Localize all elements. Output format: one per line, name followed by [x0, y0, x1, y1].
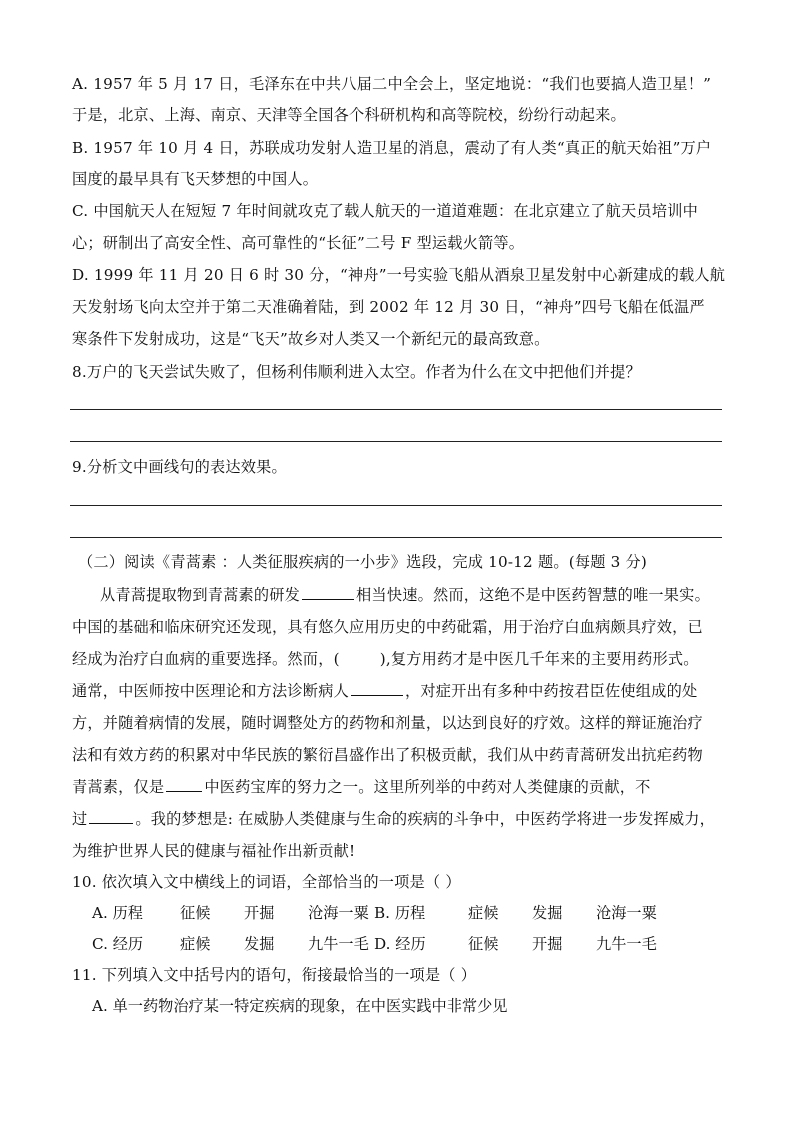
passage-text: 从青蒿提取物到青蒿素的研发 [100, 586, 301, 604]
q7-option-d-line3: 寒条件下发射成功，这是“飞天”故乡对人类又一个新纪元的最高致意。 [72, 330, 550, 348]
passage-text: ),复方用药才是中医几千年来的主要用药形式。 [379, 650, 699, 668]
passage-line-7 [72, 777, 651, 797]
q10-option-a-word4: 沧海一粟 [308, 904, 369, 922]
passage-line-5: 方，并随着病情的发展，随时调整处方的药物和剂量，以达到良好的疗效。这样的辩证施治疗 [72, 714, 703, 732]
q10-option-d-word3: 开掘 [532, 935, 563, 953]
q7-option-c-line1: C. 中国航天人在短短 7 年时间就攻克了载人航天的一道道难题：在北京建立了航天员培训中 [72, 202, 698, 220]
question-8: 8.万户的飞天尝试失败了，但杨利伟顺利进入太空。作者为什么在文中把他们并提？ [72, 363, 641, 381]
q10-option-b[interactable]: B. 历程 [374, 904, 426, 922]
fill-blank-4[interactable] [89, 809, 133, 824]
answer-line-q9-1[interactable] [70, 505, 722, 506]
passage-line-9: 为维护世界人民的健康与福祉作出新贡献! [72, 842, 356, 860]
passage-line-1 [100, 585, 710, 605]
passage-text: 中医药宝库的努力之一。这里所列举的中药对人类健康的贡献，不 [204, 778, 651, 796]
passage-line-6: 法和有效方药的积累对中华民族的繁衍昌盛作出了积极贡献，我们从中药青蒿研发出抗疟药物 [72, 746, 703, 764]
q10-option-c-word3: 发掘 [244, 935, 275, 953]
passage-text: 通常，中医师按中医理论和方法诊断病人 [72, 682, 349, 700]
passage-line-2: 中国的基础和临床研究还发现，具有悠久应用历史的中药砒霜，用于治疗白血病颇具疗效，已 [72, 618, 703, 636]
q10-option-d-word4: 九牛一毛 [596, 935, 657, 953]
question-11: 11. 下列填入文中括号内的语句，衔接最恰当的一项是（ ） [72, 966, 477, 984]
answer-line-q9-2[interactable] [70, 537, 722, 538]
q10-option-b-word3: 发掘 [532, 904, 563, 922]
passage-line-8 [72, 809, 715, 829]
answer-line-q8-1[interactable] [70, 409, 722, 410]
question-10: 10. 依次填入文中横线上的词语，全部恰当的一项是（ ） [72, 873, 461, 891]
section-heading: （二）阅读《青蒿素 ：人类征服疾病的一小步》选段，完成 10-12 题。(每题 3 分) [78, 553, 648, 571]
question-9: 9.分析文中画线句的表达效果。 [72, 458, 287, 476]
passage-text: 青蒿素，仅是 [72, 778, 165, 796]
q7-option-b-line2: 国度的最早具有飞天梦想的中国人。 [72, 170, 319, 188]
q10-option-a-word3: 开掘 [244, 904, 275, 922]
fill-blank-3[interactable] [166, 777, 202, 792]
passage-text: 经成为治疗白血病的重要选择。然而，( [72, 650, 340, 668]
q7-option-d-line2: 天发射场飞向太空并于第二天准确着陆，到 2002 年 12 月 30 日，“神舟”四号飞船在低温严 [72, 298, 705, 316]
q7-option-b-line1: B. 1957 年 10 月 4 日，苏联成功发射人造卫星的消息，震动了有人类“真正的航天始祖”万户 [72, 139, 712, 157]
q10-option-c-word2: 症候 [180, 935, 211, 953]
q7-option-c-line2: 心；研制出了高安全性、高可靠性的“长征”二号 F 型运载火箭等。 [72, 234, 525, 252]
passage-text: 相当快速。然而，这绝不是中医药智慧的唯一果实。 [356, 586, 710, 604]
fill-blank-2[interactable] [351, 681, 403, 696]
answer-line-q8-2[interactable] [70, 441, 722, 442]
q11-option-a[interactable]: A. 单一药物治疗某一特定疾病的现象，在中医实践中非常少见 [92, 997, 508, 1015]
q10-option-c[interactable]: C. 经历 [92, 935, 144, 953]
q10-option-d-word2: 征候 [468, 935, 499, 953]
passage-line-4 [72, 681, 697, 701]
passage-text: 。我的梦想是: 在威胁人类健康与生命的疾病的斗争中，中医药学将进一步发挥威力， [135, 810, 716, 828]
q10-option-b-word4: 沧海一粟 [596, 904, 657, 922]
passage-text: 过 [72, 810, 88, 828]
q10-option-d[interactable]: D. 经历 [374, 935, 426, 953]
passage-text: ，对症开出有多种中药按君臣佐使组成的处 [404, 682, 698, 700]
passage-line-3 [72, 649, 699, 669]
q10-option-b-word2: 症候 [468, 904, 499, 922]
q10-option-a[interactable]: A. 历程 [92, 904, 143, 922]
fill-blank-1[interactable] [302, 585, 354, 600]
q7-option-a-line2: 于是，北京、上海、南京、天津等全国各个科研机构和高等院校，纷纷行动起来。 [72, 106, 626, 124]
q7-option-a-line1: A. 1957 年 5 月 17 日，毛泽东在中共八届二中全会上，坚定地说：“我们也要搞人造卫星！” [72, 75, 712, 93]
q10-option-c-word4: 九牛一毛 [308, 935, 369, 953]
q10-option-a-word2: 征候 [180, 904, 211, 922]
q7-option-d-line1: D. 1999 年 11 月 20 日 6 时 30 分，“神舟”一号实验飞船从酒泉卫星发射中心新建成的载人航 [72, 266, 726, 284]
